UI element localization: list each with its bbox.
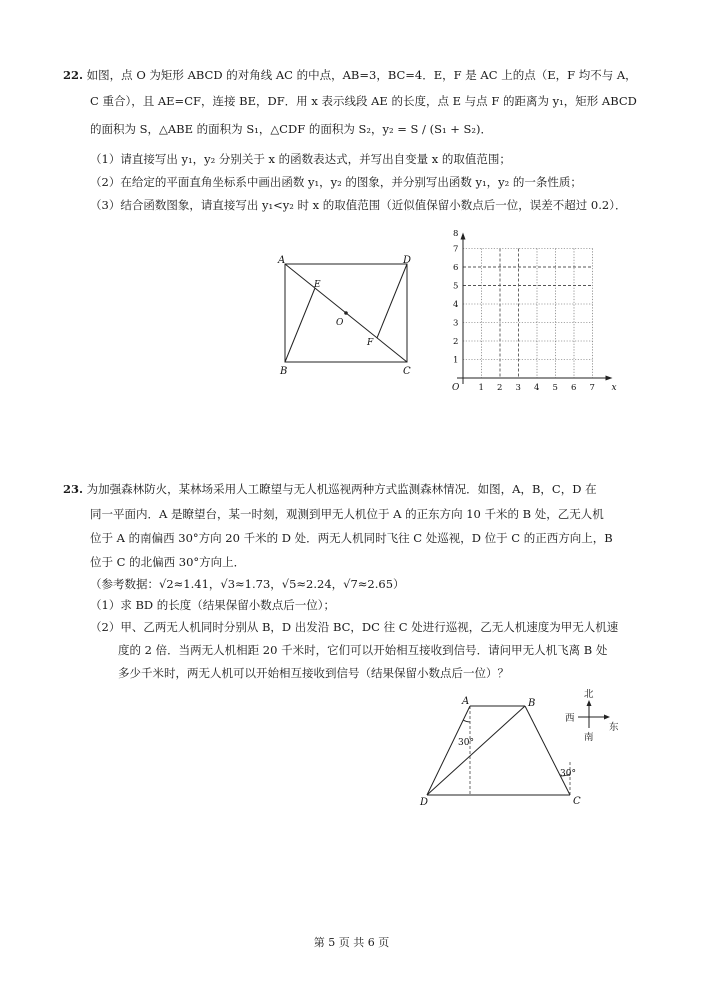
q22-sub2: （2）在给定的平面直角坐标系中画出函数 y₁，y₂ 的图象，并分别写出函数 y₁，y₂ 的一条性质； [90, 175, 582, 189]
x-axis-arrow [606, 376, 613, 381]
q23-line4: 位于 C 的北偏西 30°方向上． [90, 555, 246, 569]
q23-sub1: （1）求 BD 的长度（结果保留小数点后一位）； [90, 598, 336, 612]
compass-east: 东 [609, 722, 619, 733]
q22-sub1: （1）请直接写出 y₁，y₂ 分别关于 x 的函数表达式，并写出自变量 x 的取值范围； [90, 152, 511, 166]
fig-label-D: D [420, 797, 429, 808]
y-tick-label: 4 [453, 300, 459, 310]
q23-sub2b: 度的 2 倍．当两无人机相距 20 千米时，它们可以开始相互接收到信号．请问甲无人机飞离 B 处 [118, 643, 608, 657]
x-tick-label: 5 [552, 383, 558, 393]
fig-label-C: C [573, 796, 581, 807]
compass-west: 西 [565, 713, 575, 724]
q22-sub3: （3）结合函数图象，请直接写出 y₁<y₂ 时 x 的取值范围（近似值保留小数点后一位，误差不超过 0.2）． [90, 198, 627, 212]
label-B: B [280, 366, 288, 377]
y-tick-label: 2 [453, 337, 459, 347]
y-axis-arrow [461, 233, 466, 240]
q22-line3: 的面积为 S，△ABE 的面积为 S₁，△CDF 的面积为 S₂，y₂ = S / (S₁ + S₂)． [90, 122, 492, 136]
x-tick-label: 6 [571, 383, 577, 393]
q23-text-1: 为加强森林防火，某林场采用人工瞭望与无人机巡视两种方式监测森林情况．如图，A，B，C，D 在 [86, 482, 597, 496]
q22-number: 22. [63, 68, 84, 82]
q22-line2: C 重合），且 AE=CF，连接 BE，DF．用 x 表示线段 AE 的长度，点 E 与点 F 的距离为 y₁，矩形 ABCD [90, 94, 637, 108]
q22-text-1: 如图，点 O 为矩形 ABCD 的对角线 AC 的中点，AB=3，BC=4．E，F 是 AC 上的点（E，F 均不与 A， [86, 68, 637, 82]
q23-number: 23. [63, 482, 84, 496]
label-A: A [278, 255, 286, 266]
page-footer: 第 5 页 共 6 页 [313, 936, 390, 949]
x-axis-label: x [611, 383, 617, 393]
q23-line2: 同一平面内．A 是瞭望台，某一时刻，观测到甲无人机位于 A 的正东方向 10 千米的 B 处，乙无人机 [90, 507, 604, 521]
q23-line1 [63, 482, 597, 496]
label-D: D [403, 255, 412, 266]
x-tick-label: 7 [589, 383, 595, 393]
label-F: F [367, 338, 374, 348]
x-tick-label: 2 [497, 383, 503, 393]
compass-north: 北 [584, 689, 594, 700]
label-C: C [403, 366, 411, 377]
fig-label-B: B [528, 698, 536, 709]
q23-line3: 位于 A 的南偏西 30°方向 20 千米的 D 处．两无人机同时飞往 C 处巡视，D 位于 C 的正西方向上，B [90, 531, 613, 545]
q23-figure [410, 690, 640, 815]
x-tick-label: 3 [515, 383, 521, 393]
y-tick-label: 1 [453, 355, 459, 366]
compass-icon [578, 700, 610, 728]
fig-angle-30-A: 30° [458, 738, 474, 748]
q23-ref: （参考数据：√2≈1.41，√3≈1.73，√5≈2.24，√7≈2.65） [90, 577, 405, 591]
x-tick-label: 4 [534, 383, 540, 393]
y-tick-label: 5 [453, 281, 459, 292]
label-E: E [314, 280, 321, 290]
compass-south: 南 [584, 732, 594, 743]
label-O: O [336, 318, 344, 328]
fig-angle-30-C: 30° [560, 769, 576, 779]
y-tick-label: 3 [453, 318, 459, 329]
fig-label-A: A [462, 696, 470, 707]
q22-coordinate-grid [445, 220, 625, 395]
y-tick-label: 7 [453, 244, 459, 255]
q22-line1 [63, 68, 637, 82]
y-tick-label: 6 [453, 263, 459, 273]
q23-sub2a: （2）甲、乙两无人机同时分别从 B，D 出发沿 BC，DC 往 C 处进行巡视，乙无人机速度为甲无人机速 [90, 620, 619, 634]
q22-rectangle-figure [270, 250, 420, 380]
x-tick-label: 1 [478, 383, 484, 393]
origin-label: O [452, 383, 460, 393]
y-tick-label: 8 [453, 229, 459, 239]
q23-sub2c: 多少千米时，两无人机可以开始相互接收到信号（结果保留小数点后一位）？ [118, 666, 509, 680]
